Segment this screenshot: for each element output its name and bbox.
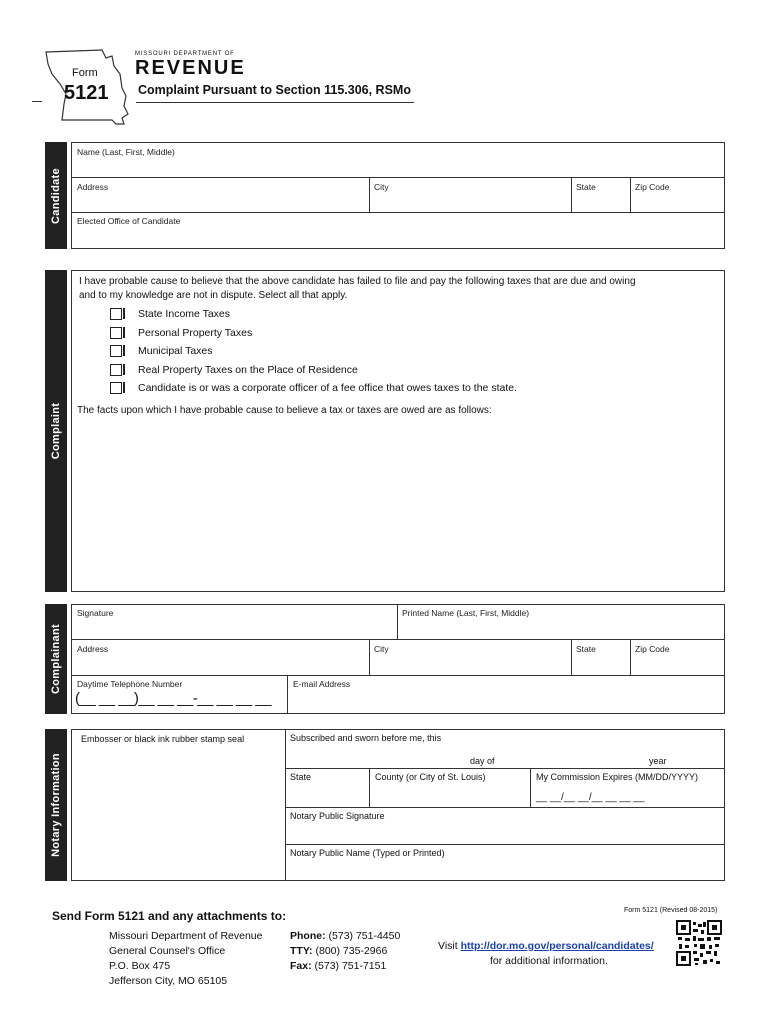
- form-word: Form: [72, 67, 98, 79]
- candidate-city-field[interactable]: City: [374, 182, 389, 192]
- divider: [630, 177, 631, 212]
- candidates-url-link[interactable]: http://dor.mo.gov/personal/candidates/: [460, 940, 654, 952]
- visit-line: [438, 940, 654, 952]
- address-line: P.O. Box 475: [109, 960, 171, 972]
- divider: [369, 177, 370, 212]
- divider: [397, 604, 398, 639]
- facts-label: The facts upon which I have probable cause to believe a tax or taxes are owed are as follows:: [77, 405, 492, 416]
- complainant-printed-name-field[interactable]: Printed Name (Last, First, Middle): [402, 608, 530, 618]
- divider: [285, 844, 725, 845]
- form-revision: Form 5121 (Revised 08-2015): [624, 907, 718, 914]
- complainant-phone-label: Daytime Telephone Number: [77, 679, 183, 689]
- tty-label: TTY:: [290, 945, 313, 957]
- divider: [630, 639, 631, 675]
- divider: [571, 177, 572, 212]
- complainant-signature-field[interactable]: Signature: [77, 608, 114, 618]
- divider: [71, 675, 725, 676]
- complainant-phone-field[interactable]: (__ __ __)__ __ __-__ __ __ __: [75, 690, 272, 707]
- divider: [71, 639, 725, 640]
- more-info-text: for additional information.: [490, 955, 608, 967]
- checkbox-personal-property[interactable]: [110, 327, 122, 339]
- commission-expires-label: My Commission Expires (MM/DD/YYYY): [536, 772, 699, 782]
- divider: [530, 768, 531, 807]
- divider: [287, 675, 288, 714]
- notary-state-field[interactable]: State: [290, 772, 312, 782]
- candidate-state-field[interactable]: State: [576, 182, 596, 192]
- contact-info: [290, 929, 400, 974]
- dept-line: MISSOURI DEPARTMENT OF: [135, 51, 235, 57]
- phone-label: Phone:: [290, 930, 326, 942]
- option-corporate-officer: Candidate is or was a corporate officer of a fee office that owes taxes to the state.: [138, 382, 517, 394]
- checkbox-real-property[interactable]: [110, 364, 122, 376]
- notary-section: [71, 729, 725, 881]
- visit-text: Visit: [438, 940, 458, 952]
- complaint-intro-line1: I have probable cause to believe that the above candidate has failed to file and pay the following taxes that are due and owing: [79, 276, 636, 287]
- revenue-logo: REVENUE: [135, 57, 246, 79]
- candidate-section: [71, 142, 725, 249]
- divider: [285, 807, 725, 808]
- checkbox-state-income[interactable]: [110, 308, 122, 320]
- divider: [71, 212, 725, 213]
- qr-code-icon[interactable]: [676, 920, 722, 966]
- phone-number: (573) 751-4450: [328, 930, 401, 942]
- candidate-name-field[interactable]: Name (Last, First, Middle): [77, 147, 175, 157]
- notary-signature-field[interactable]: Notary Public Signature: [290, 811, 385, 821]
- option-state-income: State Income Taxes: [138, 308, 231, 320]
- divider: [571, 639, 572, 675]
- notary-section-tab: Notary Information: [45, 729, 67, 881]
- divider: [285, 729, 286, 881]
- year-label[interactable]: year: [649, 756, 667, 766]
- subscribed-label: Subscribed and sworn before me, this: [290, 733, 442, 743]
- fax-label: Fax:: [290, 960, 312, 972]
- form-number: 5121: [64, 82, 109, 104]
- facts-textarea[interactable]: [77, 420, 721, 588]
- option-real-property: Real Property Taxes on the Place of Residence: [138, 364, 358, 376]
- checkbox-municipal[interactable]: [110, 345, 122, 357]
- form-title: Complaint Pursuant to Section 115.306, RSMo: [138, 83, 411, 97]
- mailing-address: [109, 929, 263, 989]
- notary-name-field[interactable]: Notary Public Name (Typed or Printed): [290, 848, 445, 858]
- header-dash: [32, 101, 42, 102]
- address-line: Jefferson City, MO 65105: [109, 975, 228, 987]
- send-heading: Send Form 5121 and any attachments to:: [52, 909, 287, 923]
- complaint-intro-line2: and to my knowledge are not in dispute. Select all that apply.: [79, 290, 348, 301]
- day-of-label[interactable]: day of: [470, 756, 495, 766]
- option-personal-property: Personal Property Taxes: [138, 327, 253, 339]
- divider: [285, 768, 725, 769]
- divider: [71, 177, 725, 178]
- divider: [369, 639, 370, 675]
- option-municipal: Municipal Taxes: [138, 345, 213, 357]
- address-line: Missouri Department of Revenue: [109, 930, 263, 942]
- address-line: General Counsel's Office: [109, 945, 226, 957]
- complainant-city-field[interactable]: City: [374, 644, 389, 654]
- candidate-zip-field[interactable]: Zip Code: [635, 182, 670, 192]
- complainant-email-field[interactable]: E-mail Address: [293, 679, 351, 689]
- complainant-section-tab: Complainant: [45, 604, 67, 714]
- candidate-office-field[interactable]: Elected Office of Candidate: [77, 216, 181, 226]
- divider: [369, 768, 370, 807]
- candidate-address-field[interactable]: Address: [77, 182, 109, 192]
- commission-expires-field[interactable]: __ __/__ __/__ __ __ __: [536, 792, 645, 803]
- tty-number: (800) 735-2966: [315, 945, 388, 957]
- candidate-section-tab: Candidate: [45, 142, 67, 249]
- complainant-address-field[interactable]: Address: [77, 644, 109, 654]
- stamp-seal-area: Embosser or black ink rubber stamp seal: [81, 734, 245, 744]
- fax-number: (573) 751-7151: [314, 960, 387, 972]
- title-underline: [136, 102, 414, 103]
- complaint-section-tab: Complaint: [45, 270, 67, 592]
- complainant-zip-field[interactable]: Zip Code: [635, 644, 670, 654]
- complainant-state-field[interactable]: State: [576, 644, 596, 654]
- notary-county-field[interactable]: County (or City of St. Louis): [375, 772, 486, 782]
- checkbox-corporate-officer[interactable]: [110, 382, 122, 394]
